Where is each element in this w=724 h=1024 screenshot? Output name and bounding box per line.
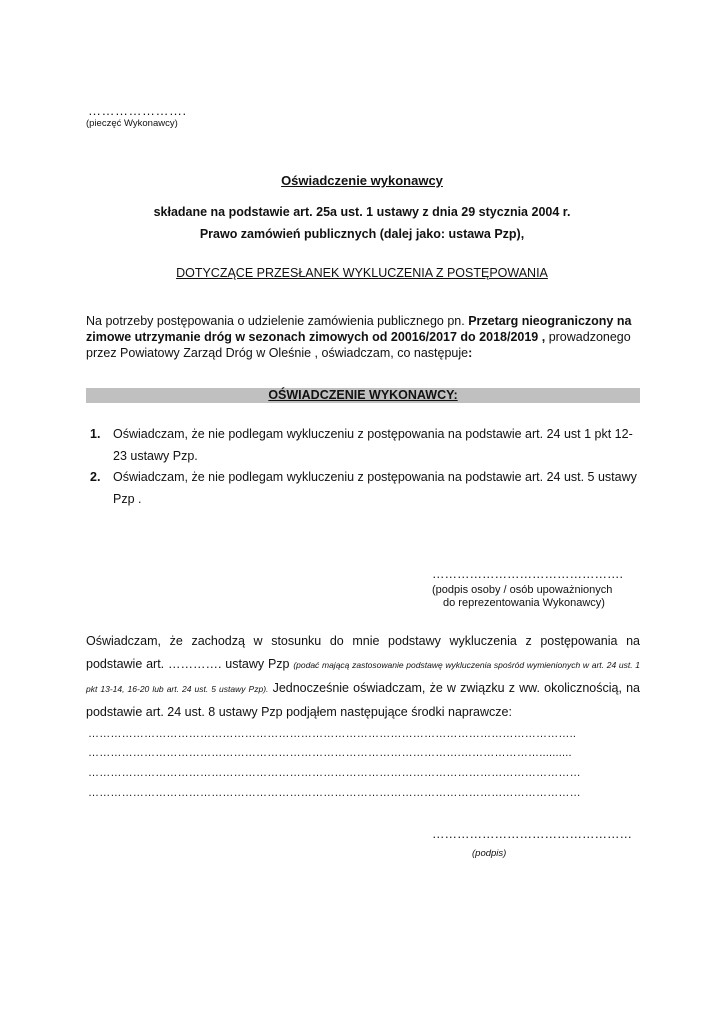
declaration-bar-title: OŚWIADCZENIE WYKONAWCY: xyxy=(268,388,458,402)
exclusion-note: (podać mającą zastosowanie podstawę wykluczenia spośród wymienionych w art. 24 ust. 1 pkt 13-14, 16-20 lub art. 24 ust. 5 ustawy Pzp). xyxy=(86,660,640,694)
section-heading: DOTYCZĄCE PRZESŁANEK WYKLUCZENIA Z POSTĘPOWANIA xyxy=(176,266,548,280)
intro-text-1: Na potrzeby postępowania o udzielenie zamówienia publicznego pn. xyxy=(86,314,469,328)
signature-2-label: (podpis) xyxy=(472,848,507,859)
intro-colon: : xyxy=(468,346,473,360)
declaration-bar xyxy=(86,388,640,403)
signature-2-dots: ………………………………………… xyxy=(432,827,632,841)
item-number: 2. xyxy=(90,470,101,484)
intro-text-2: prowadzonego przez Powiatowy Zarząd Dróg w Oleśnie , oświadczam, co następuje xyxy=(86,330,631,360)
intro-tender-name: Przetarg nieograniczony na zimowe utrzymanie dróg w sezonach zimowych od 20016/2017 do 2018/2019 , xyxy=(86,314,632,344)
stamp-dots: …………………. xyxy=(88,103,187,118)
item-text: Oświadczam, że nie podlegam wykluczeniu z postępowania na podstawie art. 24 ust 1 pkt 12-23 ustawy Pzp. xyxy=(113,427,633,463)
stamp-label: (pieczęć Wykonawcy) xyxy=(86,118,178,129)
remedy-dot-line-2: ……………………………………………………………………………………….………………….......... xyxy=(88,747,572,759)
subtitle-law-name: Prawo zamówień publicznych (dalej jako: ustawa Pzp), xyxy=(199,227,525,241)
document-title: Oświadczenie wykonawcy xyxy=(281,173,443,188)
exclusion-paragraph xyxy=(86,630,640,724)
signature-label-line-2: do reprezentowania Wykonawcy) xyxy=(443,597,605,609)
remedy-dot-line-4: …………………………………………………………………………………………………………………… xyxy=(88,787,581,799)
intro-paragraph xyxy=(86,313,646,361)
item-number: 1. xyxy=(90,427,101,441)
remedy-dot-line-1: ………………………………………………………………………………………………………………….. xyxy=(88,728,577,740)
exclusion-text-1: Oświadczam, że zachodzą w stosunku do mnie podstawy wykluczenia z postępowania na podstawie art. …………. ustawy Pzp xyxy=(86,634,640,671)
item-text: Oświadczam, że nie podlegam wykluczeniu z postępowania na podstawie art. 24 ust. 5 ustawy Pzp . xyxy=(113,470,637,506)
remedy-dot-line-3: …………………………………………………………………………………………………………………… xyxy=(88,767,581,779)
signature-dots: ………………………………………. xyxy=(432,567,623,581)
exclusion-text-2: Jednocześnie oświadczam, że w związku z ww. okolicznością, na podstawie art. 24 ust. 8 ustawy Pzp podjąłem następujące środki naprawcze: xyxy=(86,681,641,719)
signature-label-line-1: (podpis osoby / osób upoważnionych xyxy=(432,584,613,596)
subtitle-legal-basis: składane na podstawie art. 25a ust. 1 ustawy z dnia 29 stycznia 2004 r. xyxy=(153,205,571,219)
signature-label xyxy=(432,584,622,610)
